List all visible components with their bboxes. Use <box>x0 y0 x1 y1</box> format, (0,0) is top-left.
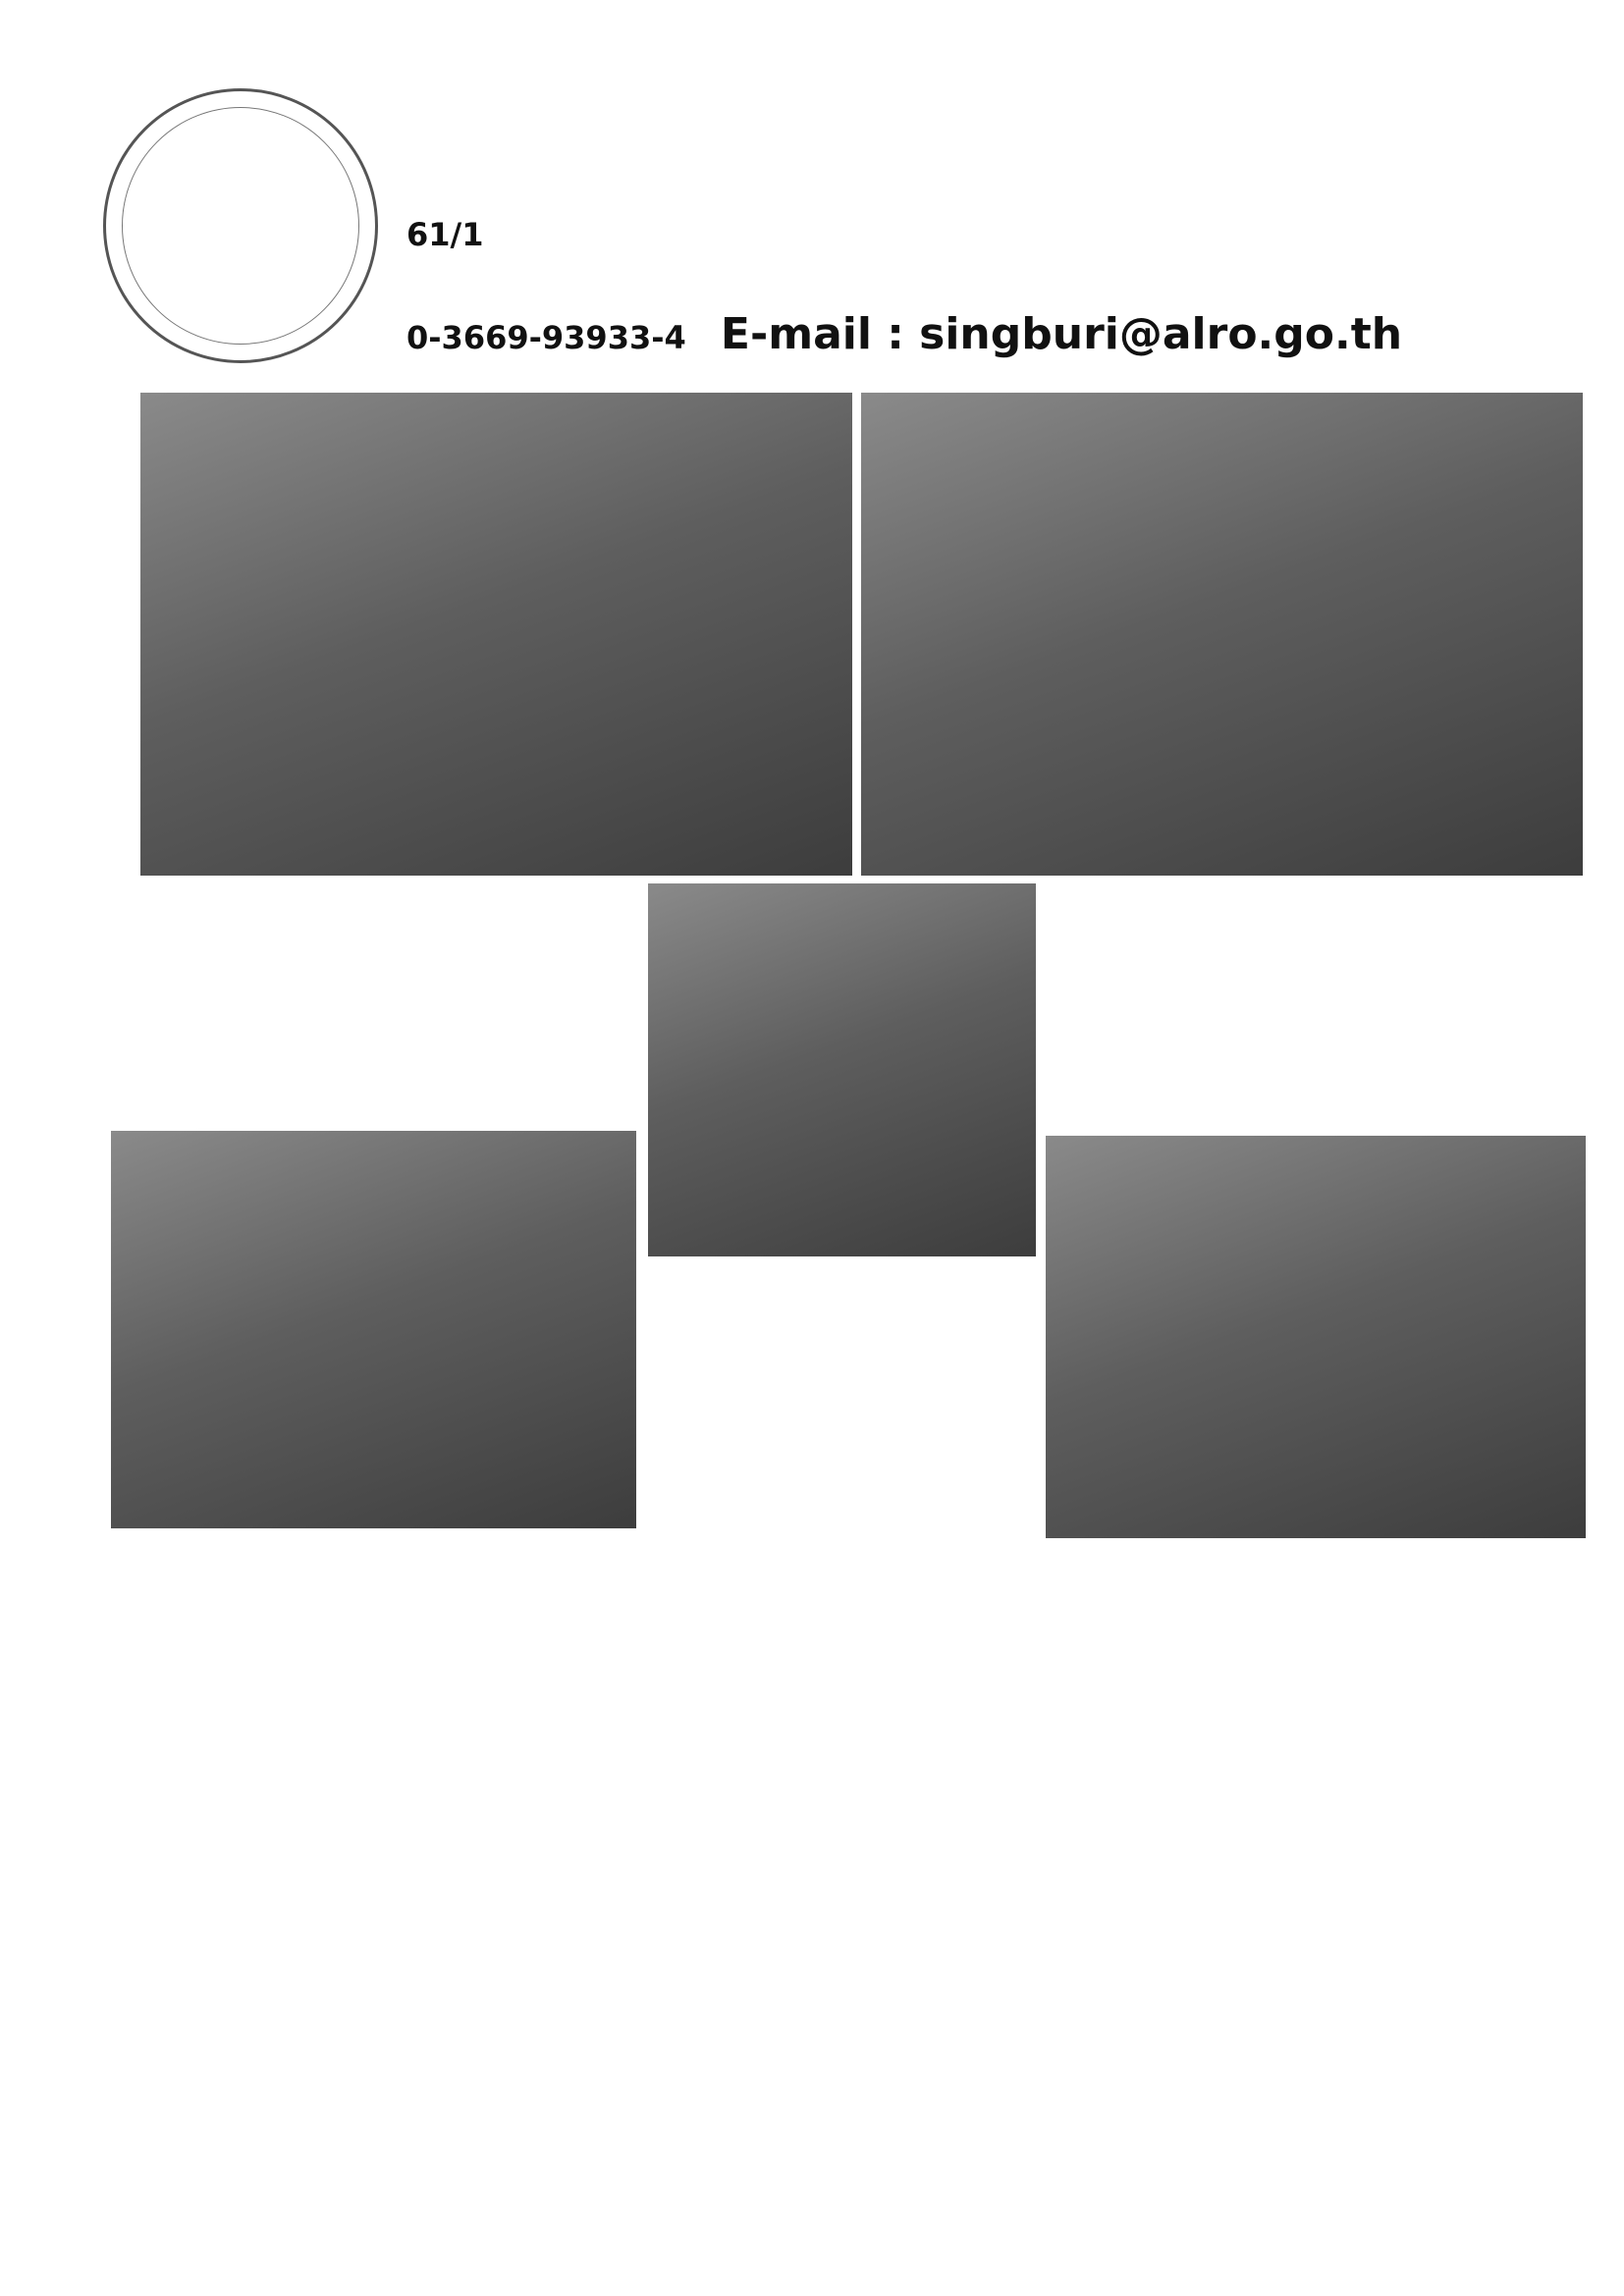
email-address: E-mail : singburi@alro.go.th <box>720 309 1403 359</box>
address-number: 61/1 <box>406 216 484 253</box>
body-line <box>152 2012 1555 2078</box>
photo-women-group <box>1046 1136 1586 1538</box>
photo-group-standing <box>861 393 1583 876</box>
office-seal <box>103 88 378 363</box>
body-line <box>152 1947 1555 2012</box>
body-line <box>152 1749 1555 1815</box>
body-line <box>152 1815 1555 1881</box>
news-body <box>152 1618 1555 2144</box>
body-line <box>152 1683 1555 1749</box>
photo-officials-standing <box>111 1131 636 1528</box>
photo-speaker-reading <box>140 393 852 876</box>
office-address <box>406 216 1545 253</box>
photo-signing-book <box>648 883 1036 1256</box>
body-line <box>152 1881 1555 1947</box>
office-contact <box>406 309 1545 359</box>
body-line <box>152 2078 1555 2144</box>
phone-number: 0-3669-93933-4 <box>406 319 686 356</box>
body-line <box>152 1618 1555 1683</box>
